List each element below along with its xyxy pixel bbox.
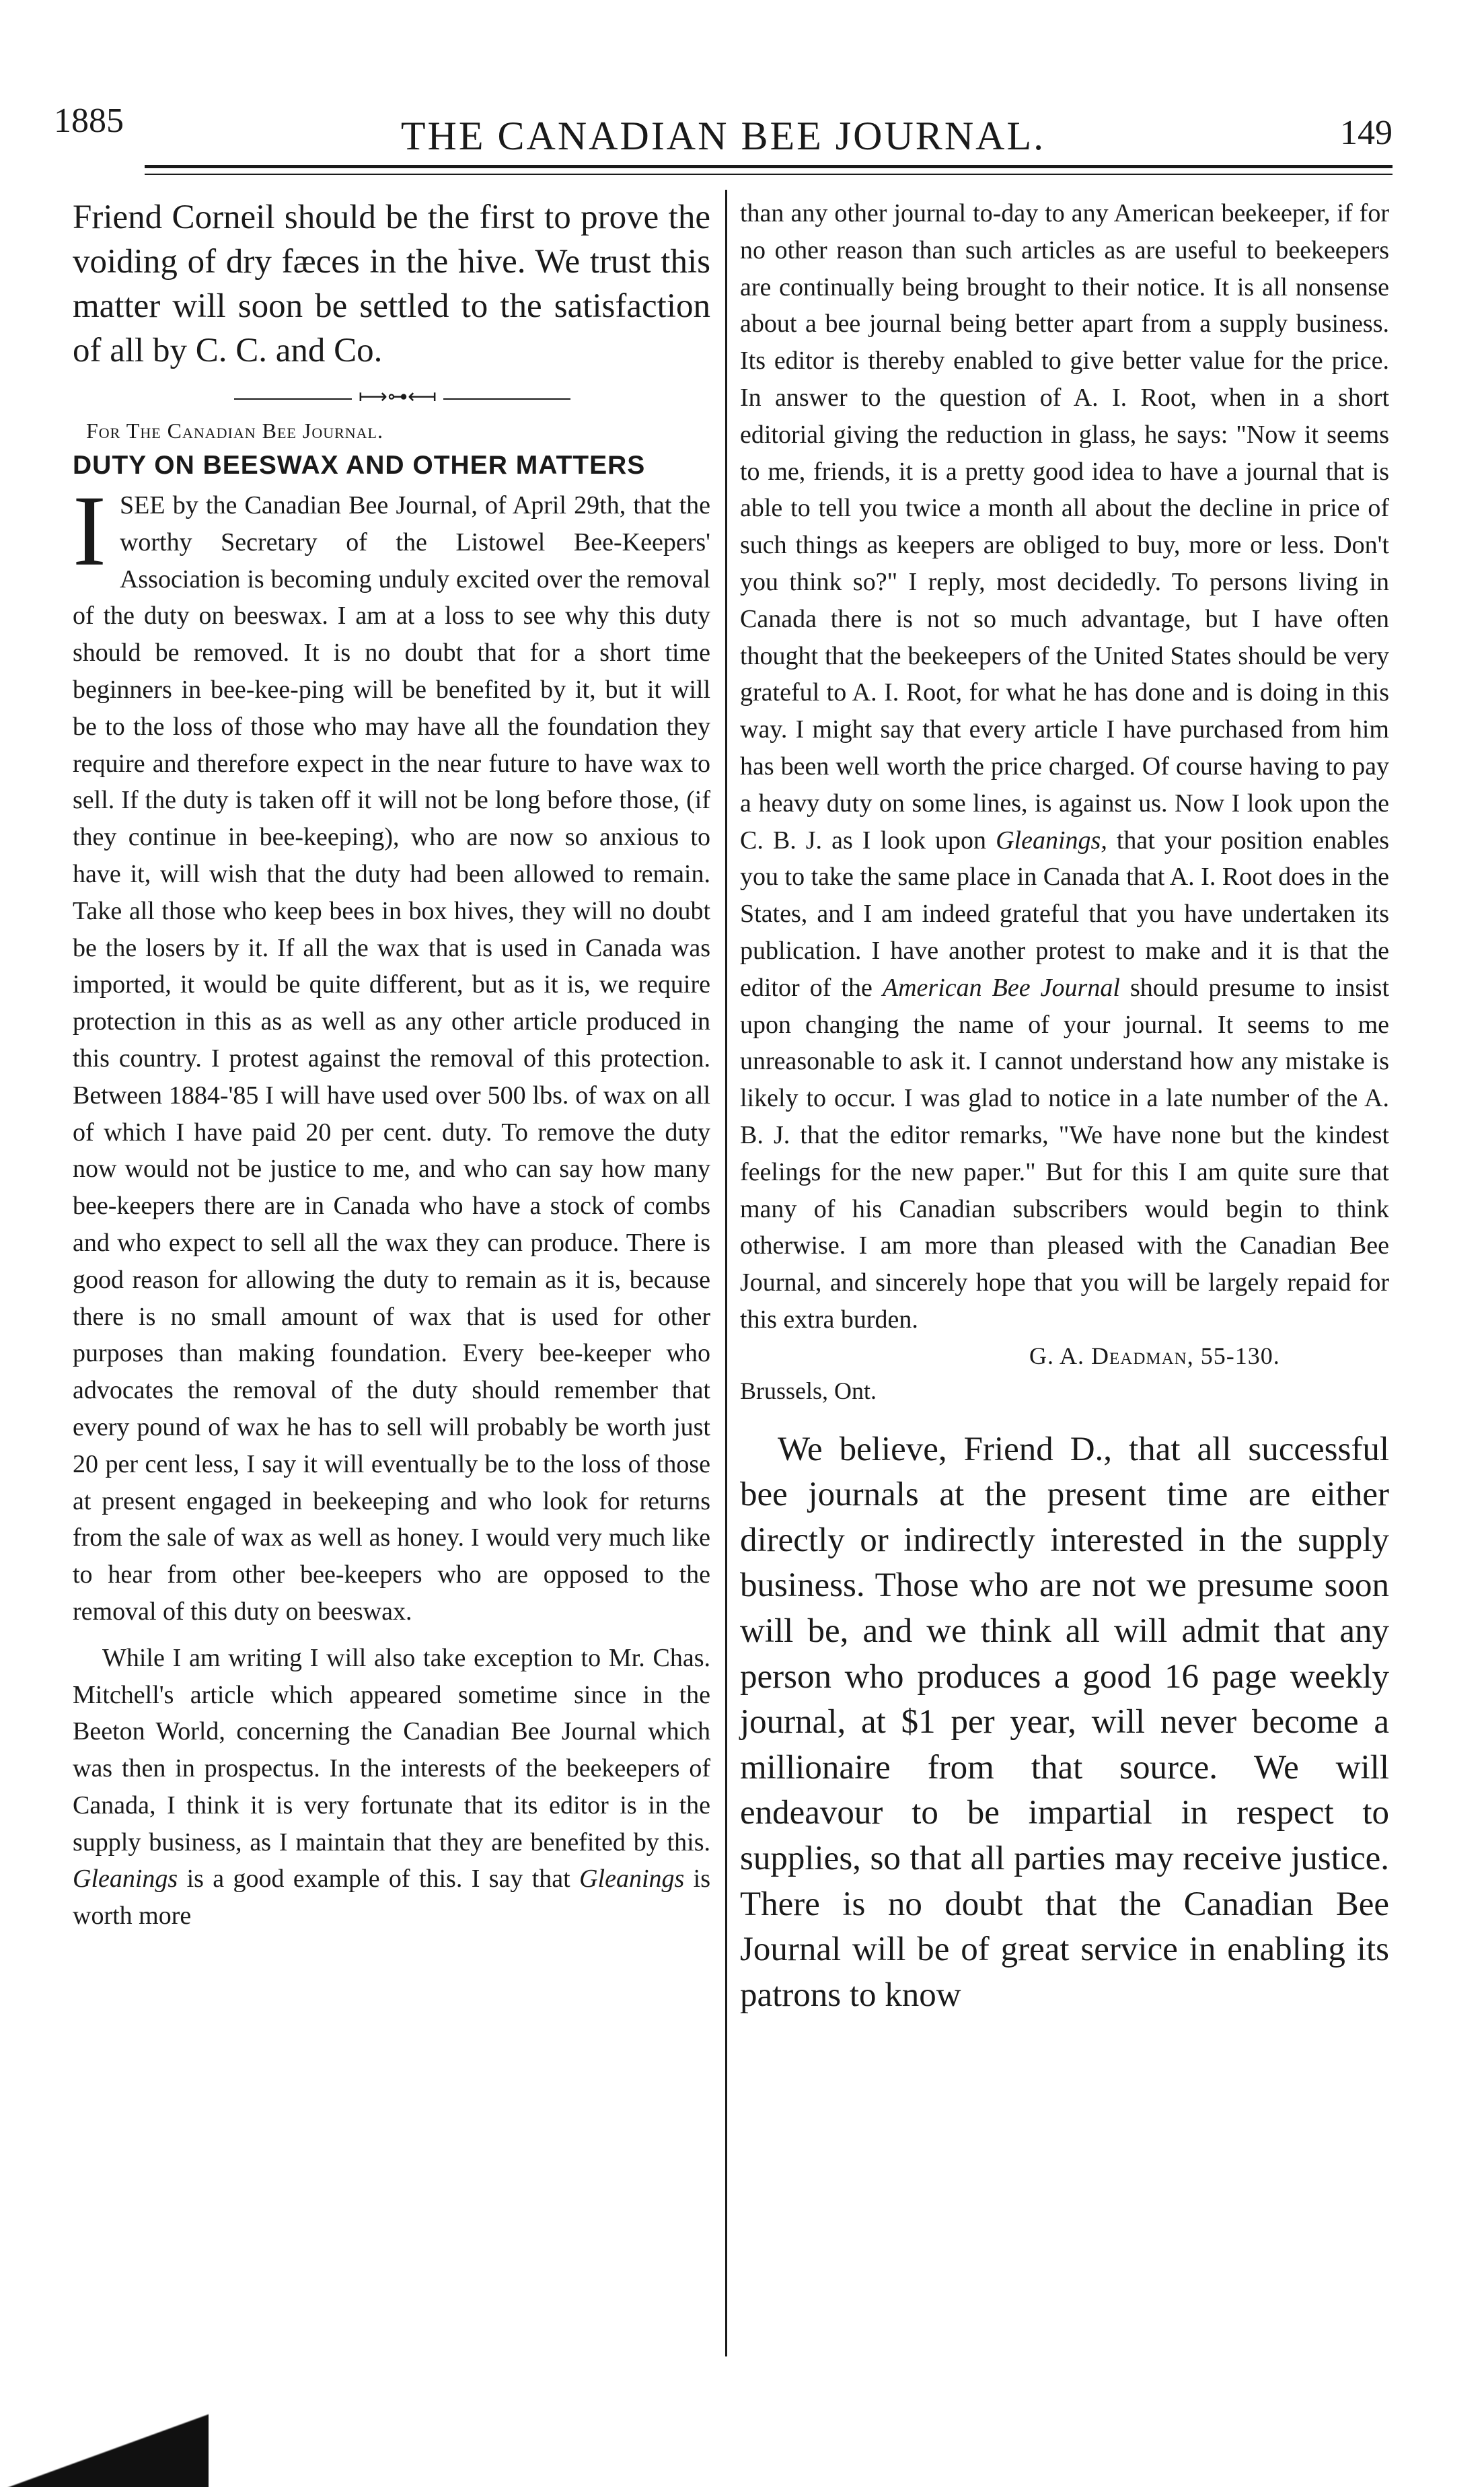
section-ornament [73,382,710,413]
ornament-glyph: ⟼⊶⟻ [352,385,443,408]
article-paragraph-2 [73,1640,710,1935]
right-column [740,195,1389,2018]
journal-title: THE CANADIAN BEE JOURNAL. [400,114,1046,158]
continuation-text-c: should presume to insist upon changing the name of your journal. It seems to me unreasonable to ask it. I cannot understand how any mistake is likely to occur. I was glad to notice in a late number of the A. B. J. that the editor remarks, "We have none but the kindest feelings for the new paper." But for this I am quite sure that many of his Canadian subscribers would begin to think otherwise. I am more than pleased with the Canadian Bee Journal, and sincerely hope that you will be largely repaid for this extra burden. [740,973,1390,1334]
american-bee-journal-title: American Bee Journal [882,973,1120,1002]
continuation-text-b: that your position enables you to take the same place in Canada that A. I. Root does in the States, and I am indeed grateful that you have undertaken its publication. I have another protest to make and it is that the editor of the [740,826,1390,1002]
header-rule-thick [145,165,1393,168]
opening-paragraph: Friend Corneil should be the first to prove the voiding of dry fæces in the hive. We trust this matter will soon be settled to the satisfaction of all by C. C. and Co. [73,199,710,369]
gleanings-title-2: Gleanings [579,1865,685,1894]
header-year: 1885 [54,102,124,140]
paragraph-2-text: While I am writing I will also take exception to Mr. Chas. Mitchell's article which appeared sometime since in the Beeton World, concerning the Canadian Bee Journal which was then in prospectus. In the interests of the beekeepers of Canada, I think it is very fortunate that its editor is in the supply business, as I maintain that they are benefited by this. [73,1643,710,1857]
article-headline: DUTY ON BEESWAX AND OTHER MATTERS [73,451,646,480]
letter-place: Brussels, Ont. [740,1377,877,1404]
paragraph-2-mid: is a good example of this. I say that [186,1865,570,1894]
page-number: 149 [1340,114,1393,152]
letter-signature: G. A. Deadman, 55-130. [1029,1342,1280,1369]
letter-continuation [740,195,1389,1338]
continuation-text-a: than any other journal to-day to any American beekeeper, if for no other reason than such articles as are useful to beekeepers are continually being brought to their notice. It is all nonsense about a bee journal being better apart from a supply business. Its editor is thereby enabled to give better value for the price. In answer to the question of A. I. Root, when in a short editorial giving the reduction in glass, he says: "Now it seems to me, friends, it is a pretty good idea to have a journal that is able to tell you twice a month all about the decline in price of such things as keepers are obliged to buy, more or less. Don't you think so?" I reply, most decidedly. To persons living in Canada there is not so much advantage, but I have often thought that the beekeepers of the United States should be very grateful to A. I. Root, for what he has done and is doing in this way. I might say that every article I have purchased from him has been well worth the price charged. Of course having to pay a heavy duty on some lines, is against us. Now I look upon the C. B. J. as I look upon [740,199,1389,855]
paragraph-2-end: is worth more [73,1865,711,1931]
drop-cap-letter: I [73,475,106,587]
scan-corner-shadow [0,2400,209,2487]
column-divider [725,190,727,2356]
gleanings-title-1: Gleanings [73,1865,178,1894]
header-rule-thin [145,174,1393,175]
paragraph-1-text: SEE by the Canadian Bee Journal, of April 29th, that the worthy Secretary of the Listowel Bee-Keepers' Association is becoming unduly excited over the removal of the duty on beeswax. I am at a loss to see why this duty should be removed. It is no doubt that for a short time beginners in bee-kee-ping will be benefited by it, but it will be to the loss of those who may have all the foundation they require and therefore expect in the near future to have wax to sell. If the duty is taken off it will not be long before those, (if they continue in bee-keeping), who are now so anxious to have it, will wish that the duty had been allowed to remain. Take all those who keep bees in box hives, they will no doubt be the losers by it. If all the wax that is used in Canada was imported, it would be quite different, but as it is, we require protection in this as as well as any other article produced in this country. I protest against the removal of this protection. Between 1884-'85 I will have used over 500 lbs. of wax on all of which I have paid 20 per cent. duty. To remove the duty now would not be justice to me, and who can say how many bee-keepers there are in Canada who have a stock of combs and who expect to sell all the wax they can produce. There is good reason for allowing the duty to remain as it is, because there is no small amount of wax that is used for other purposes than making foundation. Every bee-keeper who advocates the removal of the duty should remember that every pound of wax he has to sell will probably be worth just 20 per cent less, I say it will eventually be to the loss of those at present engaged in beekeeping and who look for returns from the sale of wax as well as honey. I would very much like to hear from other bee-keepers who are opposed to the removal of this duty on beeswax. [73,491,710,1626]
left-column [73,195,710,1935]
article-byline: For The Canadian Bee Journal. [86,419,383,443]
running-head [54,101,1393,161]
editorial-response: We believe, Friend D., that all successful bee journals at the present time are either directly or indirectly interested in the supply business. Those who are not we presume soon will be, and we think all will admit that any person who produces a good 16 page weekly journal, at $1 per year, will never become a millionaire from that source. We will endeavour to be impartial in respect to supplies, so that all parties may receive justice. There is no doubt that the Canadian Bee Journal will be of great service in enabling its patrons to know [740,1430,1389,2014]
article-paragraph-1 [73,475,710,1630]
gleanings-title-3: Gleanings, [996,826,1107,855]
